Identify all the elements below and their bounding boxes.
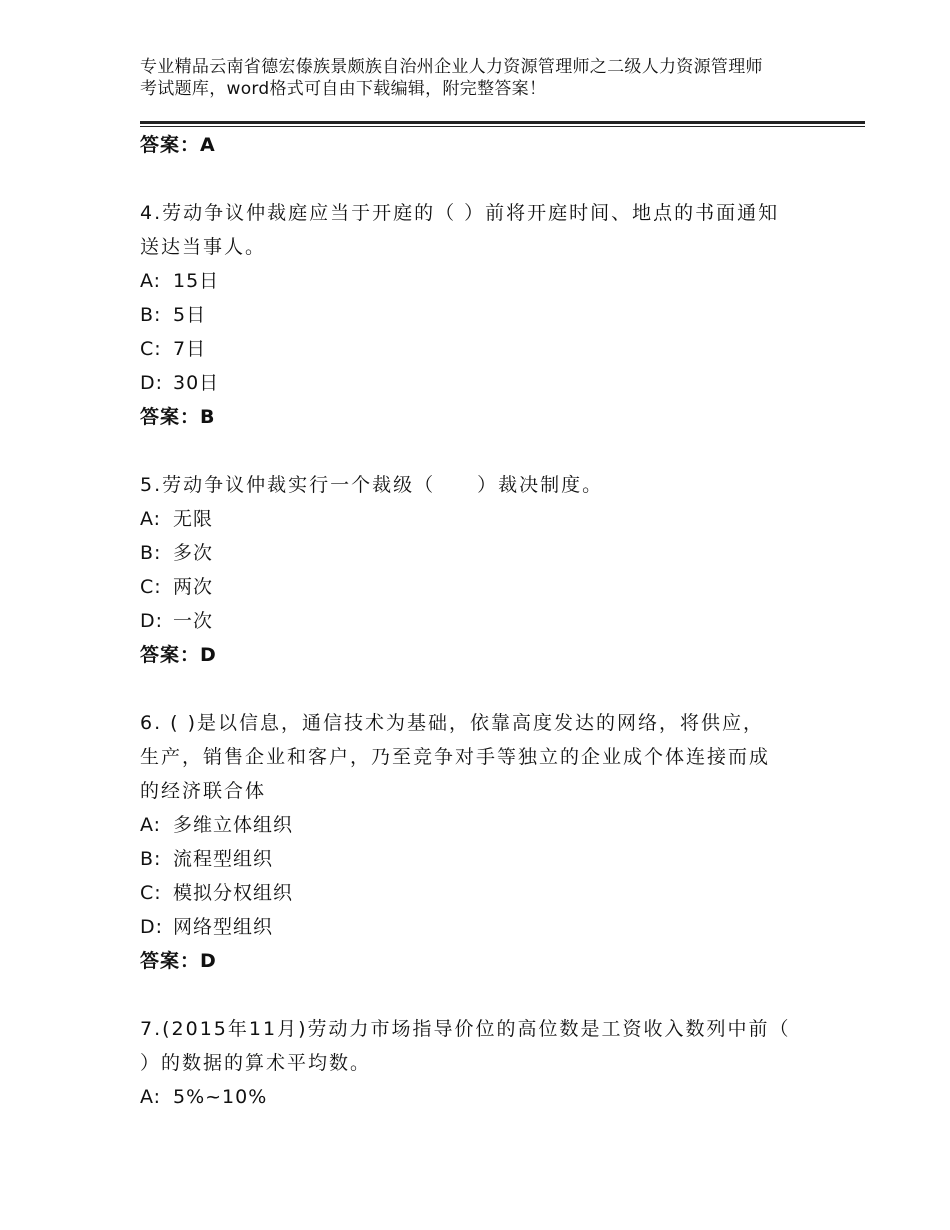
option-label: A: [140, 270, 162, 292]
question-4 [140, 196, 830, 434]
option-text: 5日 [173, 304, 207, 326]
option-text: 流程型组织 [173, 848, 274, 870]
option-label: D: [140, 372, 164, 394]
header-line-1: 专业精品云南省德宏傣族景颇族自治州企业人力资源管理师之二级人力资源管理师 [140, 57, 763, 77]
answer: 答案：D [140, 950, 217, 972]
option-text: 15日 [173, 270, 220, 292]
option-text: 模拟分权组织 [173, 882, 294, 904]
option-b [140, 536, 830, 570]
question-list [140, 128, 830, 1114]
answer: 答案：D [140, 644, 217, 666]
option-text: 无限 [173, 508, 214, 530]
option-c [140, 570, 830, 604]
question-stem-line: 送达当事人。 [140, 236, 267, 258]
option-c [140, 876, 830, 910]
option-label: B: [140, 848, 162, 870]
option-label: C: [140, 882, 162, 904]
option-a [140, 264, 830, 298]
question-stem-line: ）的数据的算术平均数。 [140, 1052, 372, 1074]
option-label: B: [140, 542, 162, 564]
option-text: 30日 [173, 372, 220, 394]
option-a [140, 502, 830, 536]
option-label: B: [140, 304, 162, 326]
question-stem-line: 4.劳动争议仲裁庭应当于开庭的（ ）前将开庭时间、地点的书面通知 [140, 202, 780, 224]
option-label: A: [140, 1086, 162, 1108]
option-text: 7日 [173, 338, 207, 360]
answer-previous: 答案：A [140, 134, 216, 156]
question-7 [140, 1012, 830, 1114]
option-label: D: [140, 610, 164, 632]
question-6 [140, 706, 830, 978]
header-divider-thin [140, 126, 865, 127]
question-5 [140, 468, 830, 672]
option-b [140, 298, 830, 332]
option-b [140, 842, 830, 876]
answer: 答案：B [140, 406, 216, 428]
question-stem-line: 的经济联合体 [140, 780, 267, 802]
question-stem-line: 6. ( )是以信息，通信技术为基础，依靠高度发达的网络，将供应， [140, 712, 765, 734]
option-text: 两次 [173, 576, 214, 598]
option-label: C: [140, 338, 162, 360]
header-divider [140, 121, 865, 124]
option-label: D: [140, 916, 164, 938]
option-text: 一次 [173, 610, 214, 632]
header-line-2: 考试题库，word格式可自由下载编辑，附完整答案！ [140, 79, 547, 99]
option-text: 多维立体组织 [173, 814, 294, 836]
option-text: 多次 [173, 542, 214, 564]
option-a [140, 1080, 830, 1114]
option-d [140, 366, 830, 400]
option-c [140, 332, 830, 366]
option-a [140, 808, 830, 842]
question-stem-line: 7.(2015年11月)劳动力市场指导价位的高位数是工资收入数列中前（ [140, 1018, 791, 1040]
question-stem-line: 5.劳动争议仲裁实行一个裁级（ ）裁决制度。 [140, 474, 604, 496]
option-d [140, 910, 830, 944]
option-label: C: [140, 576, 162, 598]
option-label: A: [140, 814, 162, 836]
question-stem-line: 生产，销售企业和客户，乃至竞争对手等独立的企业成个体连接而成 [140, 746, 771, 768]
document-header [140, 56, 830, 100]
option-text: 网络型组织 [173, 916, 274, 938]
option-label: A: [140, 508, 162, 530]
option-d [140, 604, 830, 638]
option-text: 5%~10% [173, 1086, 268, 1108]
